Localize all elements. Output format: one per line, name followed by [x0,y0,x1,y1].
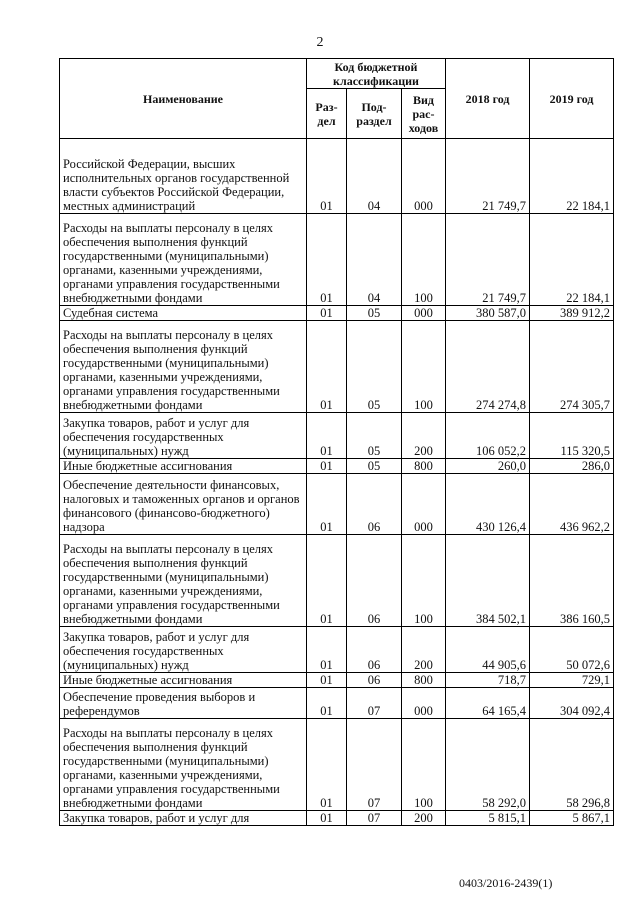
subsection-cell: 06 [347,673,402,688]
expense-type-cell: 100 [402,535,446,627]
value-2018-cell: 44 905,6 [446,627,530,673]
header-2019: 2019 год [530,59,614,139]
value-2018-cell: 260,0 [446,459,530,474]
subsection-cell: 05 [347,321,402,413]
section-cell: 01 [307,688,347,719]
subsection-cell: 04 [347,214,402,306]
row-name-cell: Расходы на выплаты персоналу в целях обеспечения выполнения функций государственными (муниципальными) органами, казенными учреждениями, органами управления государственными внебюджетными фондами [60,719,307,811]
row-name-cell: Иные бюджетные ассигнования [60,459,307,474]
value-2019-cell: 274 305,7 [530,321,614,413]
budget-table-body [60,139,614,826]
value-2019-cell: 50 072,6 [530,627,614,673]
value-2019-cell: 22 184,1 [530,139,614,214]
expense-type-cell: 000 [402,688,446,719]
header-section: Раз-дел [307,89,347,139]
row-name-cell: Расходы на выплаты персоналу в целях обеспечения выполнения функций государственными (муниципальными) органами, казенными учреждениями, органами управления государственными внебюджетными фондами [60,535,307,627]
value-2018-cell: 718,7 [446,673,530,688]
section-cell: 01 [307,459,347,474]
subsection-cell: 05 [347,306,402,321]
value-2018-cell: 21 749,7 [446,139,530,214]
table-row [60,811,614,826]
expense-type-cell: 200 [402,811,446,826]
expense-type-cell: 000 [402,139,446,214]
expense-type-cell: 200 [402,413,446,459]
row-name-cell: Обеспечение проведения выборов и референдумов [60,688,307,719]
table-row [60,413,614,459]
value-2019-cell: 436 962,2 [530,474,614,535]
row-name-cell: Судебная система [60,306,307,321]
section-cell: 01 [307,306,347,321]
table-row [60,627,614,673]
value-2018-cell: 5 815,1 [446,811,530,826]
row-name-cell: Иные бюджетные ассигнования [60,673,307,688]
row-name-cell: Закупка товаров, работ и услуг для обеспечения государственных (муниципальных) нужд [60,413,307,459]
value-2018-cell: 106 052,2 [446,413,530,459]
value-2018-cell: 64 165,4 [446,688,530,719]
subsection-cell: 06 [347,474,402,535]
expense-type-cell: 800 [402,673,446,688]
expense-type-cell: 100 [402,214,446,306]
section-cell: 01 [307,627,347,673]
section-cell: 01 [307,214,347,306]
section-cell: 01 [307,474,347,535]
table-row [60,535,614,627]
expense-type-cell: 200 [402,627,446,673]
value-2019-cell: 304 092,4 [530,688,614,719]
section-cell: 01 [307,673,347,688]
table-row [60,673,614,688]
section-cell: 01 [307,719,347,811]
expense-type-cell: 100 [402,719,446,811]
value-2018-cell: 274 274,8 [446,321,530,413]
value-2018-cell: 58 292,0 [446,719,530,811]
expense-type-cell: 100 [402,321,446,413]
value-2019-cell: 58 296,8 [530,719,614,811]
section-cell: 01 [307,413,347,459]
section-cell: 01 [307,139,347,214]
row-name-cell: Российской Федерации, высших исполнительных органов государственной власти субъектов Российской Федерации, местных администраций [60,139,307,214]
row-name-cell: Расходы на выплаты персоналу в целях обеспечения выполнения функций государственными (муниципальными) органами, казенными учреждениями, органами управления государственными внебюджетными фондами [60,321,307,413]
row-name-cell: Закупка товаров, работ и услуг для обеспечения государственных (муниципальных) нужд [60,627,307,673]
subsection-cell: 04 [347,139,402,214]
table-row [60,459,614,474]
table-row [60,719,614,811]
expense-type-cell: 000 [402,306,446,321]
budget-table [59,58,614,826]
subsection-cell: 06 [347,627,402,673]
document-code: 0403/2016-2439(1) [459,876,553,890]
page-number: 2 [316,35,324,50]
section-cell: 01 [307,535,347,627]
header-expense-type: Вид рас-ходов [402,89,446,139]
section-cell: 01 [307,321,347,413]
value-2019-cell: 5 867,1 [530,811,614,826]
table-row [60,139,614,214]
subsection-cell: 06 [347,535,402,627]
expense-type-cell: 800 [402,459,446,474]
table-row [60,321,614,413]
subsection-cell: 07 [347,811,402,826]
subsection-cell: 05 [347,413,402,459]
value-2018-cell: 21 749,7 [446,214,530,306]
table-row [60,688,614,719]
row-name-cell: Расходы на выплаты персоналу в целях обеспечения выполнения функций государственными (муниципальными) органами, казенными учреждениями, органами управления государственными внебюджетными фондами [60,214,307,306]
table-row [60,214,614,306]
value-2019-cell: 286,0 [530,459,614,474]
header-2018: 2018 год [446,59,530,139]
value-2019-cell: 22 184,1 [530,214,614,306]
header-code-group: Код бюджетной классификации [307,59,446,89]
header-name: Наименование [60,59,307,139]
table-row [60,306,614,321]
value-2019-cell: 386 160,5 [530,535,614,627]
value-2018-cell: 380 587,0 [446,306,530,321]
value-2019-cell: 729,1 [530,673,614,688]
section-cell: 01 [307,811,347,826]
row-name-cell: Обеспечение деятельности финансовых, налоговых и таможенных органов и органов финансового (финансово-бюджетного) надзора [60,474,307,535]
row-name-cell: Закупка товаров, работ и услуг для [60,811,307,826]
subsection-cell: 07 [347,719,402,811]
subsection-cell: 07 [347,688,402,719]
expense-type-cell: 000 [402,474,446,535]
header-subsection: Под-раздел [347,89,402,139]
value-2019-cell: 389 912,2 [530,306,614,321]
value-2018-cell: 384 502,1 [446,535,530,627]
subsection-cell: 05 [347,459,402,474]
table-row [60,474,614,535]
value-2018-cell: 430 126,4 [446,474,530,535]
value-2019-cell: 115 320,5 [530,413,614,459]
